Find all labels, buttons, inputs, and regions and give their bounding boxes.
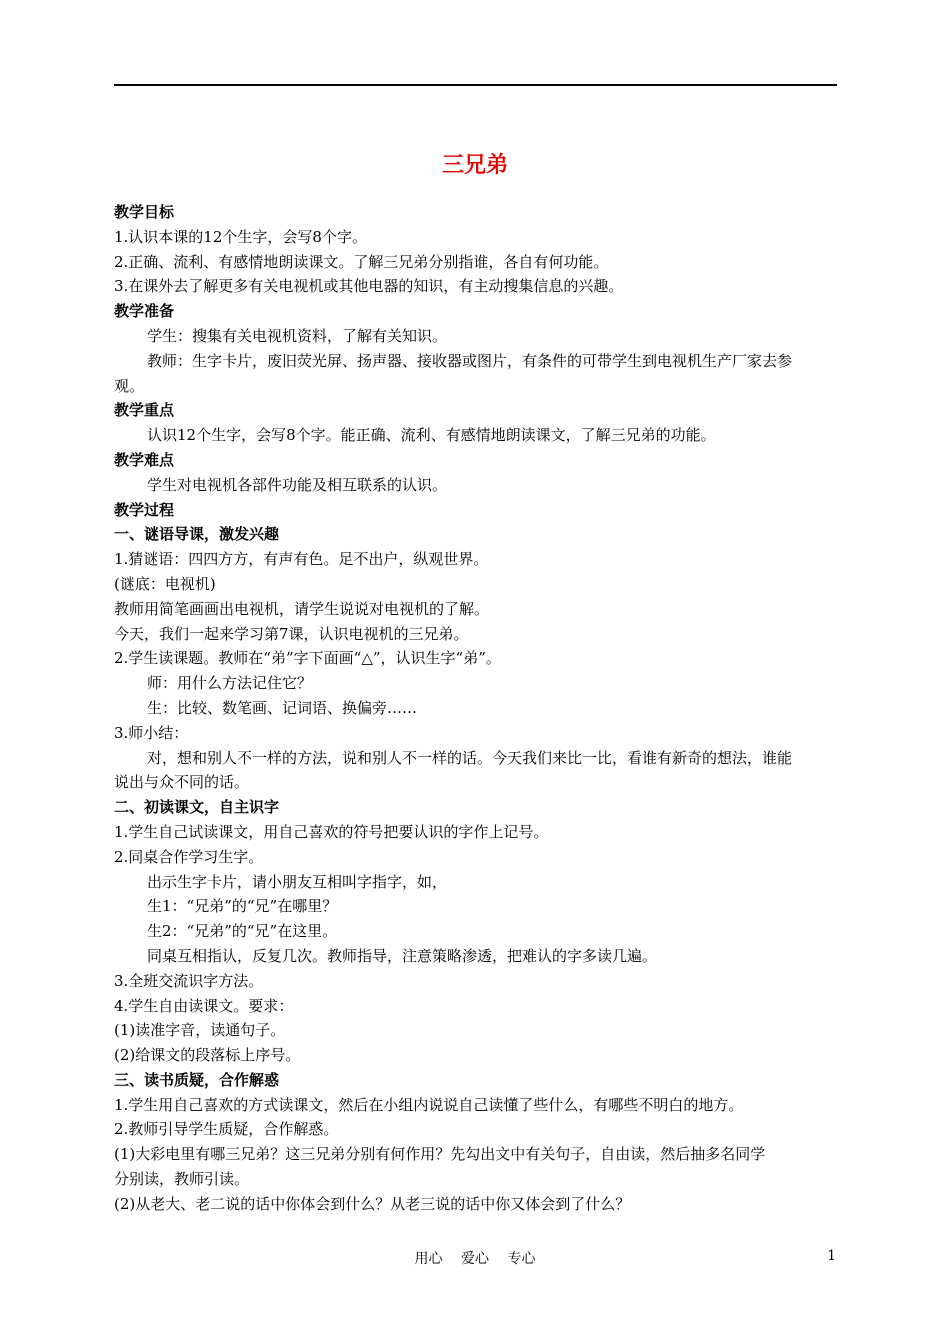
section-heading: 教学重点	[114, 401, 175, 420]
body-line: 出示生字卡片，请小朋友互相叫字指字，如，	[147, 872, 448, 891]
section-heading: 教学准备	[114, 302, 175, 321]
section-heading: 教学目标	[114, 203, 175, 221]
document-title: 三兄弟	[441, 153, 508, 178]
body-line: (2)给课文的段落标上序号。	[114, 1046, 301, 1065]
body-line: 教师用简笔画画出电视机，请学生说说对电视机的了解。	[114, 599, 490, 618]
body-line: 今天，我们一起来学习第7课，认识电视机的三兄弟。	[114, 624, 469, 643]
body-line: 1.学生自己试读课文，用自己喜欢的符号把要认识的字作上记号。	[114, 822, 549, 841]
page-number: 1	[827, 1248, 836, 1264]
body-line: 4.学生自由读课文。要求：	[114, 996, 294, 1015]
body-line: 师：用什么方法记住它？	[147, 674, 313, 693]
body-line: 3.在课外去了解更多有关电视机或其他电器的知识，有主动搜集信息的兴趣。	[114, 277, 624, 296]
body-line: 观。	[114, 376, 145, 395]
body-line: 认识12个生字，会写8个字。能正确、流利、有感情地朗读课文，了解三兄弟的功能。	[147, 426, 716, 445]
body-line: 对，想和别人不一样的方法，说和别人不一样的话。今天我们来比一比，看谁有新奇的想法，谁能	[147, 748, 793, 767]
header-rule	[114, 84, 837, 86]
body-line: 2.学生读课题。教师在“弟”字下面画“△”，认识生字“弟”。	[114, 649, 501, 668]
body-line: 2.同桌合作学习生字。	[114, 847, 264, 866]
body-line: 3.师小结：	[114, 723, 189, 742]
body-line: (1)读准字音，读通句子。	[114, 1021, 286, 1040]
body-line: 1.认识本课的12个生字，会写8个字。	[114, 227, 367, 246]
body-line: (谜底：电视机)	[114, 574, 216, 593]
body-line: 2.正确、流利、有感情地朗读课文。了解三兄弟分别指谁，各自有何功能。	[114, 252, 609, 271]
section-heading: 一、谜语导课，激发兴趣	[114, 525, 280, 544]
body-line: 说出与众不同的话。	[114, 773, 250, 792]
section-heading: 教学过程	[114, 500, 175, 519]
section-heading: 三、读书质疑，合作解惑	[114, 1070, 280, 1089]
body-line: 学生对电视机各部件功能及相互联系的认识。	[147, 475, 448, 494]
body-line: (2)从老大、老二说的话中你体会到什么？从老三说的话中你又体会到了什么？	[114, 1194, 631, 1213]
body-line: 教师：生字卡片，废旧荧光屏、扬声器、接收器或图片，有条件的可带学生到电视机生产厂家去参	[147, 351, 793, 370]
body-line: 生2：“兄弟”的“兄”在这里。	[147, 922, 338, 941]
section-heading: 教学难点	[114, 450, 175, 469]
body-line: 生1：“兄弟”的“兄”在哪里？	[147, 897, 338, 916]
body-line: 1.学生用自己喜欢的方式读课文，然后在小组内说说自己读懂了些什么，有哪些不明白的地方。	[114, 1095, 744, 1114]
body-line: 2.教师引导学生质疑，合作解惑。	[114, 1120, 339, 1139]
section-heading: 二、初读课文，自主识字	[114, 798, 280, 817]
body-line: (1)大彩电里有哪三兄弟？这三兄弟分别有何作用？先勾出文中有关句子，自由读，然后抽多名同学	[114, 1145, 766, 1164]
body-line: 生：比较、数笔画、记词语、换偏旁……	[147, 698, 418, 717]
footer-motto: 用心 爱心 专心	[414, 1251, 536, 1267]
body-line: 1.猜谜语：四四方方，有声有色。足不出户，纵观世界。	[114, 550, 489, 569]
body-line: 3.全班交流识字方法。	[114, 971, 264, 990]
body-line: 同桌互相指认，反复几次。教师指导，注意策略渗透，把难认的字多读几遍。	[147, 946, 658, 965]
body-line: 分别读，教师引读。	[114, 1170, 250, 1189]
body-line: 学生：搜集有关电视机资料，了解有关知识。	[147, 326, 448, 345]
document-body	[114, 200, 837, 1217]
